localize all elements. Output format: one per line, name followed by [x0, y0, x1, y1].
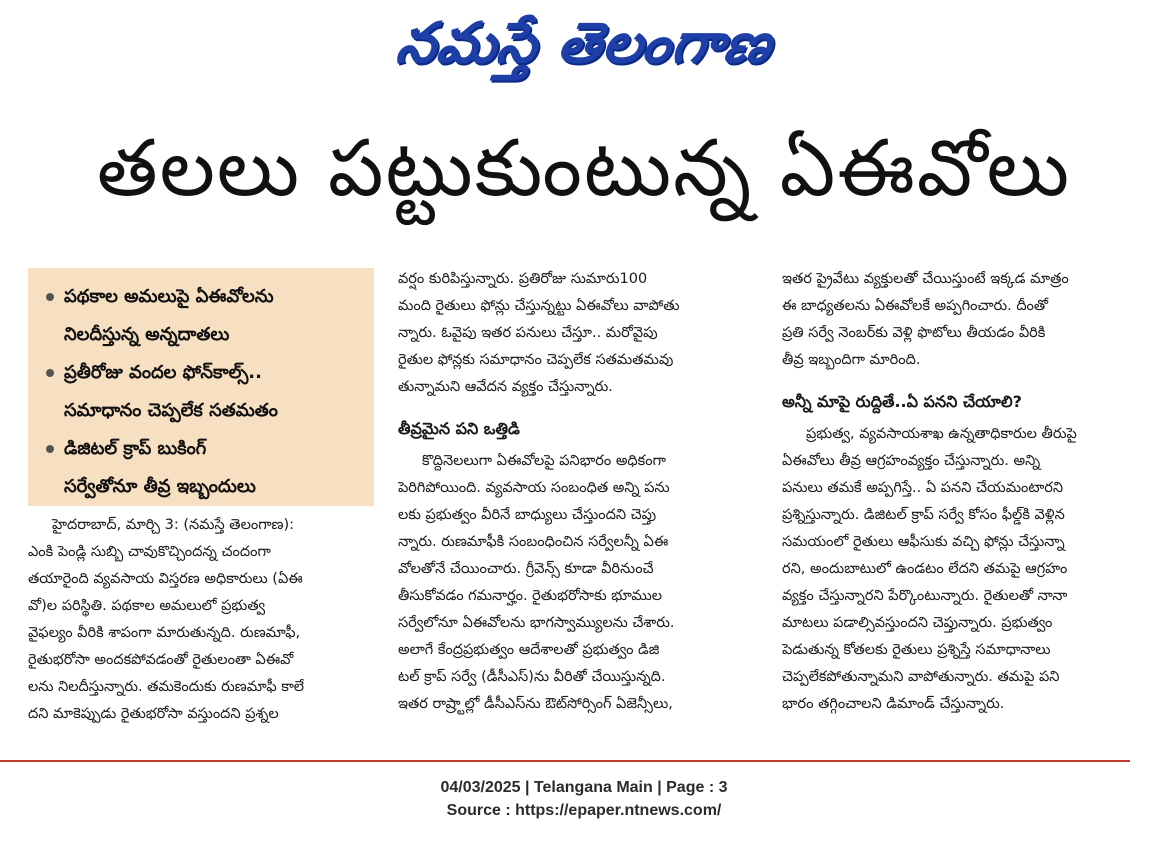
body-line: కొద్దినెలలుగా ఏఈవోలపై పనిభారం అధికంగా	[422, 453, 666, 469]
body-line: లను నిలదీస్తున్నారు. తమకెందుకు రుణమాఫీ కాలే	[28, 679, 305, 695]
footer-source: Source : https://epaper.ntnews.com/	[446, 802, 722, 819]
dateline: హైదరాబాద్‌, మార్చి 3: (నమస్తే తెలంగాణ):	[52, 517, 295, 533]
bullet-icon	[46, 293, 54, 301]
highlight-line: సర్వేతోనూ తీవ్ర ఇబ్బందులు	[64, 476, 256, 497]
footer-date-page: 04/03/2025 | Telangana Main | Page : 3	[440, 779, 728, 796]
body-line: రైతుభరోసా అందకపోవడంతో రైతులంతా ఏఈవో	[28, 652, 294, 668]
body-line: భారం తగ్గించాలని డిమాండ్‌ చేస్తున్నారు.	[782, 696, 1005, 712]
body-line: తున్నామని ఆవేదన వ్యక్తం చేస్తున్నారు.	[398, 379, 613, 395]
footer-divider	[0, 760, 1130, 762]
body-line: పనులు తమకే అప్పగిస్తే.. ఏ పనని చేయమంటారని	[782, 480, 1064, 496]
body-line: ప్రశ్నిస్తున్నారు. డిజిటల్‌ క్రాప్‌ సర్వే కోసం ఫీల్డ్‌కి వెళ్లిన	[782, 507, 1065, 523]
section-subheading: అన్నీ మాపై రుద్దితే..ఏ పనని చేయాలి?	[782, 392, 1022, 411]
body-line: మంది రైతులు ఫోన్లు చేస్తున్నట్టు ఏఈవోలు వాపోతు	[398, 298, 680, 314]
body-line: సర్వేలోనూ ఏఈవోలను భాగస్వామ్యులను చేశారు.	[398, 615, 675, 631]
highlight-line: పథకాల అమలుపై ఏఈవోలను	[64, 286, 274, 307]
highlight-item	[46, 430, 364, 506]
highlight-item	[46, 278, 364, 354]
highlight-item	[46, 354, 364, 430]
body-line: తీవ్ర ఇబ్బందిగా మారింది.	[782, 352, 921, 368]
body-line: వర్షం కురిపిస్తున్నారు. ప్రతిరోజు సుమారు100	[398, 271, 648, 287]
body-line: వోలతోనే చేయించారు. గ్రీవెన్స్‌ కూడా వీరినుంచే	[398, 561, 654, 577]
masthead-title: నమస్తే తెలంగాణ	[391, 10, 777, 76]
bullet-icon	[46, 445, 54, 453]
highlight-line: డిజిటల్‌ క్రాప్‌ బుకింగ్‌	[64, 438, 207, 459]
body-line: ప్రతి సర్వే నెంబర్‌కు వెళ్లి ఫొటోలు తీయడం వీరికి	[782, 325, 1046, 341]
body-line: ప్రభుత్వ, వ్యవసాయశాఖ ఉన్నతాధికారుల తీరుపై	[806, 426, 1077, 442]
body-line: న్నారు. ఓవైపు ఇతర పనులు చేస్తూ.. మరోవైపు	[398, 325, 658, 341]
body-line: ఏఈవోలు తీవ్ర ఆగ్రహంవ్యక్తం చేస్తున్నారు. అన్ని	[782, 453, 1041, 469]
body-line: తయారైంది వ్యవసాయ విస్తరణ అధికారులు (ఏఈ	[28, 571, 303, 587]
body-line: మాటలు పడాల్సివస్తుందని చెప్తున్నారు. ప్రభుత్వం	[782, 615, 1053, 631]
body-line: పెడుతున్న కోతలకు రైతులు ప్రశ్నిస్తే సమాధానాలు	[782, 642, 1051, 658]
article-column-3	[782, 266, 1144, 718]
body-line: ఇతర ప్రైవేటు వ్యక్తులతో చేయిస్తుంటే ఇక్కడ మాత్రం	[782, 271, 1069, 287]
body-line: పెరిగిపోయింది. వ్యవసాయ సంబంధిత అన్ని పను	[398, 480, 670, 496]
body-line: సమయంలో రైతులు ఆఫీసుకు వచ్చి ఫోన్లు చేస్తున్నా	[782, 534, 1065, 550]
body-line: రని, అందుబాటులో ఉండటం లేదని తమపై ఆగ్రహం	[782, 561, 1068, 577]
article-headline: తలలు పట్టుకుంటున్న ఏఈవోలు	[96, 124, 1072, 214]
body-line: ఈ బాధ్యతలను ఏఈవోలకే అప్పగించారు. దీంతో	[782, 298, 1049, 314]
section-subheading: తీవ్రమైన పని ఒత్తిడి	[398, 419, 520, 438]
body-line: ఇతర రాష్ర్టాల్లో డీసీఎస్‌ను ఔట్‌సోర్సింగ్‌ ఏజెన్సీలు,	[398, 696, 673, 712]
body-line: అలాగే కేంద్రప్రభుత్వం ఆదేశాలతో ప్రభుత్వం డిజి	[398, 642, 660, 658]
body-line: రైతుల ఫోన్లకు సమాధానం చెప్పలేక సతమతమవు	[398, 352, 674, 368]
body-line: వ్యక్తం చేస్తున్నారని పేర్కొంటున్నారు. రైతులతో నానా	[782, 588, 1068, 604]
body-line: దని మాకెప్పుడు రైతుభరోసా వస్తుందని ప్రశ్నల	[28, 706, 279, 722]
highlights-box	[28, 268, 374, 506]
article-column-1	[28, 512, 376, 728]
article-column-2	[398, 266, 758, 718]
body-line: టల్‌ క్రాప్‌ సర్వే (డీసీఎస్‌)ను వీరితో చేయిస్తున్నది.	[398, 669, 666, 685]
highlight-line: ప్రతీరోజు వందల ఫోన్‌కాల్స్‌..	[64, 362, 262, 383]
body-line: న్నారు. రుణమాఫీకి సంబంధించిన సర్వేలన్నీ ఏఈ	[398, 534, 669, 550]
bullet-icon	[46, 369, 54, 377]
masthead-logo	[0, 2, 1168, 84]
body-line: వో)ల పరిస్థితి. పథకాల అమలులో ప్రభుత్వ	[28, 598, 266, 614]
body-line: ఎంకి పెండ్లి సుబ్బి చావుకొచ్చిందన్న చందంగా	[28, 544, 271, 560]
body-line: లకు ప్రభుత్వం వీరినే బాధ్యులు చేస్తుందని చెప్తు	[398, 507, 657, 523]
body-line: చెప్పలేకపోతున్నామని వాపోతున్నారు. తమపై పని	[782, 669, 1060, 685]
body-line: వైఫల్యం వీరికి శాపంగా మారుతున్నది. రుణమాఫీ,	[28, 625, 301, 641]
body-line: తీసుకోవడం గమనార్హం. రైతుభరోసాకు భూముల	[398, 588, 663, 604]
highlight-line: నిలదీస్తున్న అన్నదాతలు	[64, 324, 230, 345]
highlight-line: సమాధానం చెప్పలేక సతమతం	[64, 400, 278, 421]
